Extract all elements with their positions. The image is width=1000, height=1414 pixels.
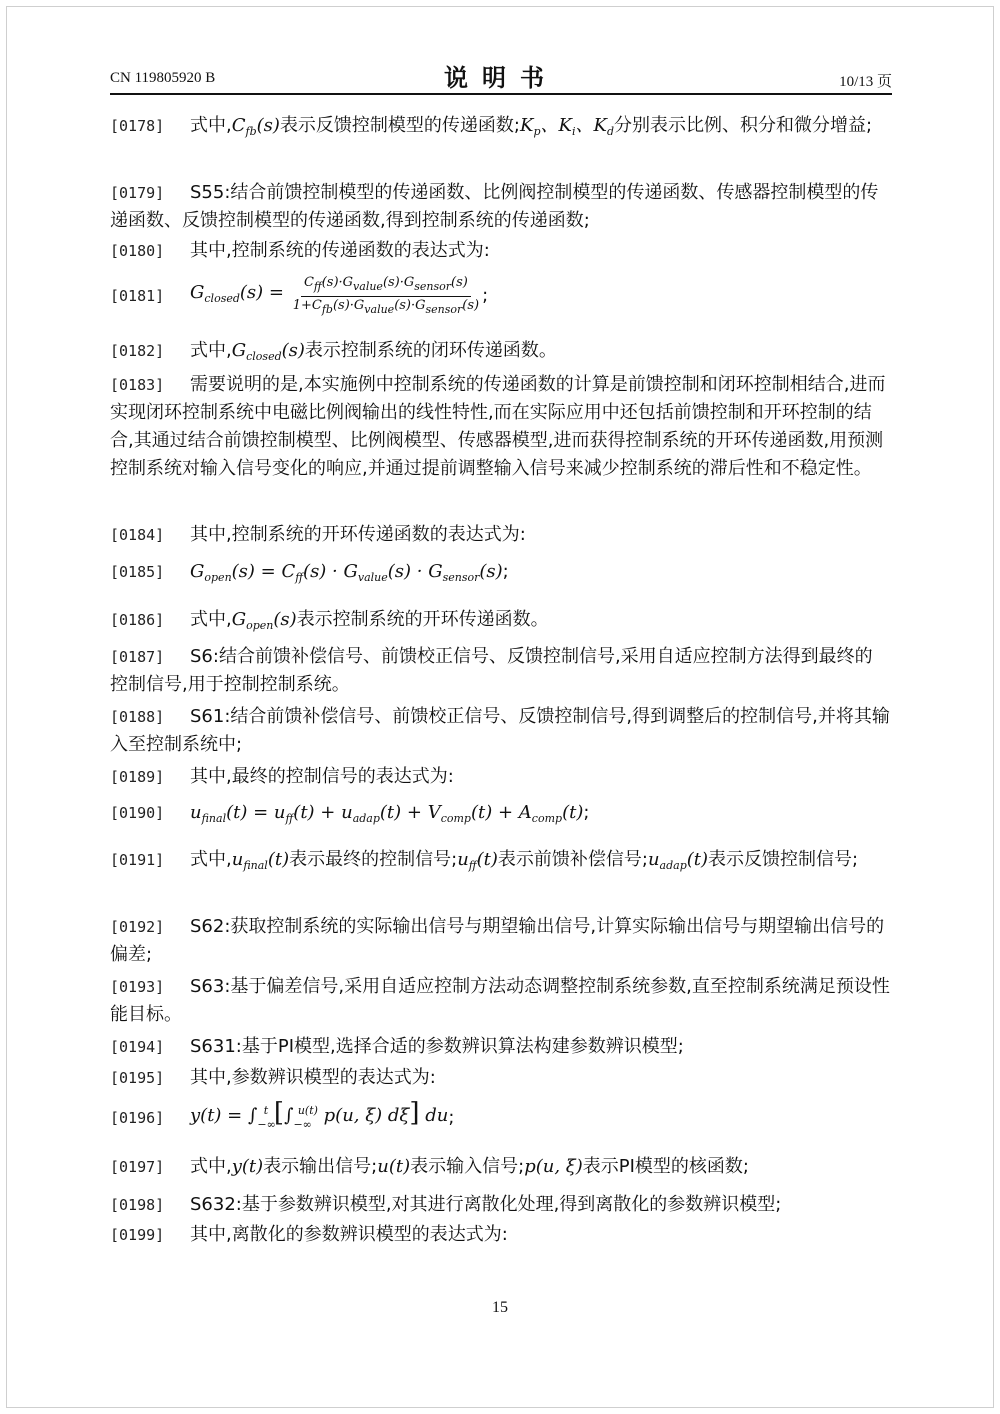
paragraph-number: [0179] [110, 184, 165, 202]
paragraph-0189: [0189] 其中,最终的控制信号的表达式为: [110, 763, 890, 791]
paragraph-0199: [0199] 其中,离散化的参数辨识模型的表达式为: [110, 1221, 890, 1249]
paragraph-0193: [0193] S63:基于偏差信号,采用自适应控制方法动态调整控制系统参数,直至控制系统满足预设性能目标。 [110, 973, 890, 1029]
paragraph-0195: [0195] 其中,参数辨识模型的表达式为: [110, 1064, 890, 1092]
paragraph-0179: [0179] S55:结合前馈控制模型的传递函数、比例阀控制模型的传递函数、传感器控制模型的传递函数、反馈控制模型的传递函数,得到控制系统的传递函数; [110, 179, 890, 235]
paragraph-number: [0183] [110, 376, 165, 394]
formula-parameter-model: $y(t) = \int_{-\infty}^t$ [$\int_{-\infty}^{u(t)}$ p(u, ξ) dξ] du [190, 1098, 449, 1131]
paragraph-number: [0199] [110, 1226, 165, 1244]
page-number: 15 [492, 1299, 508, 1316]
paragraph-number: [0192] [110, 918, 165, 936]
formula-inline: $K_p$、$K_i$、$K_d$ [520, 115, 614, 138]
paragraph-0183: [0183] 需要说明的是,本实施例中控制系统的传递函数的计算是前馈控制和闭环控制相结合,进而实现闭环控制系统中电磁比例阀输出的线性特性,而在实际应用中还包括前馈控制和开环控制的结合,其通过结合前馈控制模型、比例阀模型、传感器模型,进而获得控制系统的开环传递函数,用预测控制系统对输入信号变化的响应,并通过提前调整输入信号来减少控制系统的滞后性和不稳定性。 [110, 371, 890, 483]
paragraph-number: [0185] [110, 563, 165, 581]
paragraph-number: [0198] [110, 1196, 165, 1214]
patent-number: CN 119805920 B [110, 70, 216, 86]
paragraph-0190: [0190] $u_{final}(t) = u_{ff}(t) + u_{adap}(t) + V_{comp}(t) + A_{comp}(t)$; [110, 799, 890, 833]
paragraph-0185: [0185] $G_{open}(s) = C_{ff}(s) \cdot G_{value}(s) \cdot G_{sensor}(s)$; [110, 558, 890, 592]
paragraph-0187: [0187] S6:结合前馈补偿信号、前馈校正信号、反馈控制信号,采用自适应控制方法得到最终的控制信号,用于控制控制系统。 [110, 643, 890, 699]
paragraph-number: [0190] [110, 804, 165, 822]
paragraph-number: [0193] [110, 978, 165, 996]
paragraph-0188: [0188] S61:结合前馈补偿信号、前馈校正信号、反馈控制信号,得到调整后的控制信号,并将其输入至控制系统中; [110, 703, 890, 759]
paragraph-number: [0181] [110, 287, 165, 305]
formula-closed-loop: $G_{closed}(s)$ = [190, 282, 290, 305]
page-header [110, 58, 892, 94]
paragraph-0196: [0196] $y(t) = \int_{-\infty}^t$ [$\int_{-\infty}^{u(t)}$ p(u, ξ) dξ] du ; [110, 1098, 890, 1138]
paragraph-0197: [0197] 式中,y(t)表示输出信号;u(t)表示输入信号;p(u, ξ)表示PI模型的核函数; [110, 1153, 890, 1181]
formula-inline: $u_{adap}(t)$ [647, 849, 709, 872]
paragraph-number: [0196] [110, 1109, 165, 1127]
formula-fraction: $\frac{C_{ff}(s)\cdot G_{value}(s)\cdot G_{sensor}(s)}{1+C_{fb}(s)\cdot G_{value}(s)\cdot G_{sensor}(s)}$ [292, 274, 480, 316]
formula-inline: u(t) [377, 1156, 411, 1177]
paragraph-0182: [0182] 式中$,G_{closed}(s)$表示控制系统的闭环传递函数。 [110, 337, 890, 371]
paragraph-0180: [0180] 其中,控制系统的传递函数的表达式为: [110, 237, 890, 265]
paragraph-0178: [0178] 式中$,C_{fb}(s)$表示反馈控制模型的传递函数$;K_p$、$K_i$、$K_d$分别表示比例、积分和微分增益; [110, 112, 890, 146]
paragraph-0181: [0181] $G_{closed}(s)$ = $\frac{C_{ff}(s)\cdot G_{value}(s)\cdot G_{sensor}(s)}{1+C_{fb}(s)\cdot G_{value}(s)\cdot G_{sensor}(s)}$ ; [110, 274, 489, 316]
formula-open-loop: $G_{open}(s) = C_{ff}(s) \cdot G_{value}(s) \cdot G_{sensor}(s)$ [190, 561, 503, 584]
page-info: 10/13 页 [839, 74, 892, 90]
formula-final-signal: $u_{final}(t) = u_{ff}(t) + u_{adap}(t) + V_{comp}(t) + A_{comp}(t)$ [190, 802, 584, 825]
formula-inline: $C_{fb}(s)$ [231, 115, 280, 138]
paragraph-0184: [0184] 其中,控制系统的开环传递函数的表达式为: [110, 521, 890, 549]
formula-inline: $u_{ff}(t)$ [457, 849, 498, 872]
paragraph-number: [0186] [110, 611, 165, 629]
paragraph-number: [0197] [110, 1158, 165, 1176]
paragraph-number: [0182] [110, 342, 165, 360]
formula-inline: y(t) [231, 1156, 264, 1177]
paragraph-number: [0195] [110, 1069, 165, 1087]
paragraph-0192: [0192] S62:获取控制系统的实际输出信号与期望输出信号,计算实际输出信号与期望输出信号的偏差; [110, 913, 890, 969]
paragraph-number: [0194] [110, 1038, 165, 1056]
paragraph-number: [0184] [110, 526, 165, 544]
paragraph-number: [0188] [110, 708, 165, 726]
page-title: 说明书 [444, 64, 558, 92]
paragraph-number: [0187] [110, 648, 165, 666]
paragraph-number: [0178] [110, 117, 165, 135]
paragraph-number: [0191] [110, 851, 165, 869]
formula-inline: $u_{final}(t)$ [231, 849, 290, 872]
header-rule [110, 93, 892, 95]
formula-inline: $G_{open}(s)$ [231, 609, 297, 632]
paragraph-number: [0180] [110, 242, 165, 260]
formula-inline: p(u, ξ) [524, 1156, 583, 1177]
paragraph-number: [0189] [110, 768, 165, 786]
paragraph-0191: [0191] 式中$,u_{final}(t)$表示最终的控制信号$;u_{ff}(t)$表示前馈补偿信号$;u_{adap}(t)$表示反馈控制信号; [110, 846, 890, 880]
paragraph-0186: [0186] 式中$,G_{open}(s)$表示控制系统的开环传递函数。 [110, 606, 890, 640]
paragraph-0194: [0194] S631:基于PI模型,选择合适的参数辨识算法构建参数辨识模型; [110, 1033, 890, 1061]
formula-inline: $G_{closed}(s)$ [231, 340, 305, 363]
paragraph-0198: [0198] S632:基于参数辨识模型,对其进行离散化处理,得到离散化的参数辨识模型; [110, 1191, 890, 1219]
